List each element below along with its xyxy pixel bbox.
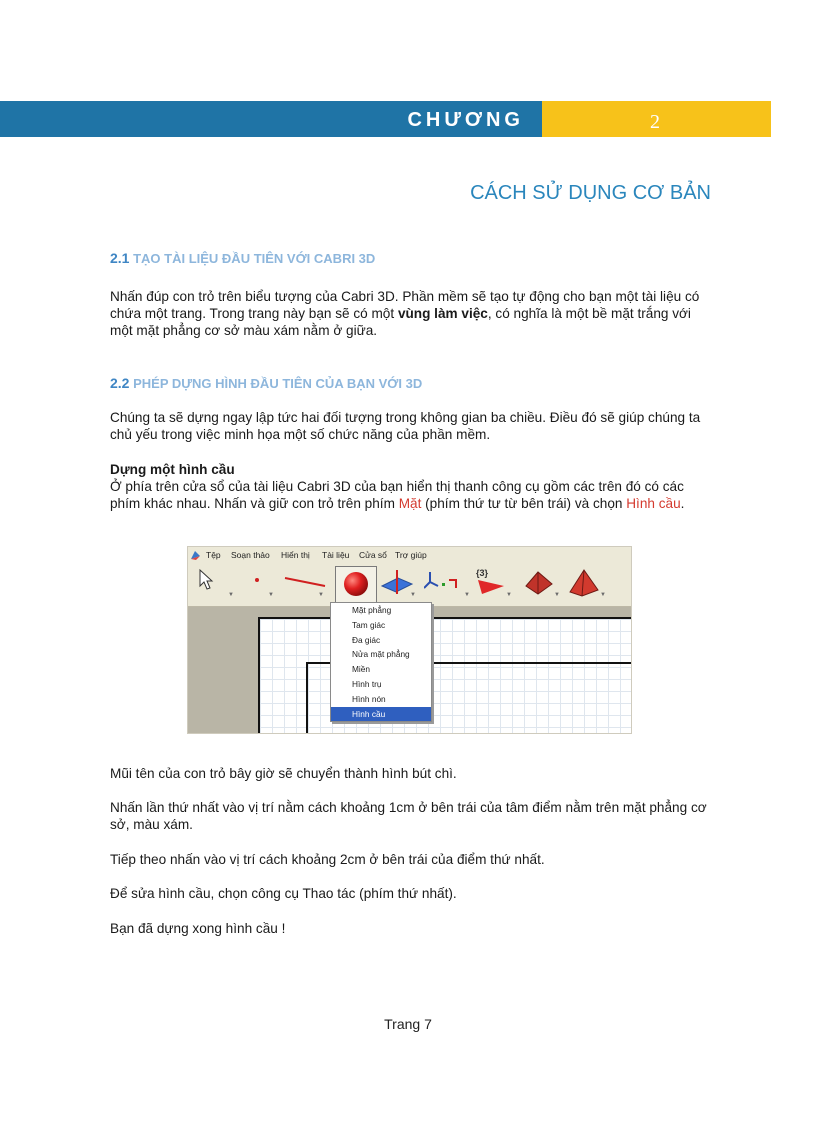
- toolbar-label: {3}: [476, 568, 489, 578]
- axes-vector-icon: [424, 568, 464, 596]
- popup-item-half-plane[interactable]: Nửa mặt phẳng: [352, 649, 410, 660]
- workspace-canvas[interactable]: [258, 617, 632, 734]
- subheading: Dựng một hình cầu: [110, 462, 235, 477]
- paragraph: Bạn đã dựng xong hình cầu !: [110, 921, 286, 936]
- perpendicular-tool-button[interactable]: [380, 568, 414, 602]
- dropdown-arrow-icon[interactable]: ▼: [318, 592, 324, 598]
- point-icon: [250, 568, 264, 592]
- dropdown-arrow-icon[interactable]: ▼: [506, 592, 512, 598]
- cabri-app-icon: [190, 550, 201, 561]
- tetrahedron-icon: [568, 568, 602, 598]
- paragraph: Chúng ta sẽ dựng ngay lập tức hai đối tượng trong không gian ba chiều. Điều đó sẽ giúp chúng ta chủ yếu trong việc minh họa một số chức năng của phần mềm.: [110, 410, 701, 442]
- sphere-icon: [336, 567, 376, 601]
- chapter-title: CÁCH SỬ DỤNG CƠ BẢN: [470, 182, 711, 204]
- red-term-mat: Mặt: [398, 496, 422, 511]
- cabri-screenshot: [187, 546, 632, 734]
- dropdown-arrow-icon[interactable]: ▼: [228, 592, 234, 598]
- dropdown-arrow-icon[interactable]: ▼: [268, 592, 274, 598]
- measure-tool-button[interactable]: [476, 568, 506, 602]
- section-title: PHÉP DỰNG HÌNH ĐẦU TIÊN CỦA BẠN VỚI 3D: [133, 376, 423, 391]
- menu-file[interactable]: Tệp: [206, 550, 221, 560]
- popup-item-cylinder[interactable]: Hình trụ: [352, 678, 382, 689]
- dropdown-arrow-icon[interactable]: ▼: [600, 592, 606, 598]
- section-heading-2-2: [110, 375, 422, 391]
- menu-window[interactable]: Cửa sổ: [359, 550, 387, 560]
- chapter-number-box: [542, 101, 771, 137]
- section-title: TẠO TÀI LIỆU ĐẦU TIÊN VỚI CABRI 3D: [133, 251, 376, 266]
- red-term-hinh-cau: Hình cầu: [626, 496, 681, 511]
- surface-tool-menu: [330, 602, 432, 722]
- pyramid-tool-button[interactable]: [522, 568, 556, 602]
- paragraph: Nhấn đúp con trỏ trên biểu tượng của Cabri 3D. Phần mềm sẽ tạo tự động cho bạn một tài liệu có chứa một trang. Trong trang này bạn sẽ có một vùng làm việc, có nghĩa là một bề mặt trắng với một mặt phẳng cơ sở màu xám nằm ở giữa.: [110, 289, 700, 338]
- menu-bar: [188, 547, 631, 564]
- dropdown-arrow-icon[interactable]: ▼: [410, 592, 416, 598]
- bold-term: vùng làm việc: [397, 306, 488, 321]
- paragraph: Nhấn lần thứ nhất vào vị trí nằm cách khoảng 1cm ở bên trái của tâm điểm nằm trên mặt phẳng cơ sở, màu xám.: [110, 800, 707, 832]
- base-plane-edge: [306, 662, 308, 733]
- popup-item-sphere[interactable]: Hình cầu: [331, 707, 431, 722]
- toolbar: [188, 564, 631, 607]
- dropdown-arrow-icon[interactable]: ▼: [464, 592, 470, 598]
- section-number: 2.1: [110, 250, 130, 266]
- popup-item-triangle[interactable]: Tam giác: [352, 619, 386, 630]
- page-number: Trang 7: [384, 1016, 432, 1032]
- popup-item-polygon[interactable]: Đa giác: [352, 634, 381, 645]
- surface-tool-button[interactable]: [335, 566, 377, 604]
- dropdown-arrow-icon[interactable]: ▼: [554, 592, 560, 598]
- arrow-cursor-icon: [198, 568, 216, 592]
- paragraph: Mũi tên của con trỏ bây giờ sẽ chuyển thành hình bút chì.: [110, 766, 457, 781]
- pointer-tool-button[interactable]: [198, 568, 216, 602]
- paragraph: Tiếp theo nhấn vào vị trí cách khoảng 2cm ở bên trái của điểm thứ nhất.: [110, 852, 545, 867]
- transform-tool-button[interactable]: [424, 568, 464, 602]
- polyhedron-tool-button[interactable]: [568, 568, 602, 602]
- menu-edit[interactable]: Soạn thảo: [231, 550, 270, 560]
- section-heading-2-1: [110, 250, 375, 266]
- point-tool-button[interactable]: [250, 568, 264, 602]
- menu-document[interactable]: Tài liệu: [322, 550, 350, 560]
- popup-item-cone[interactable]: Hình nón: [352, 693, 386, 704]
- menu-view[interactable]: Hiển thị: [281, 550, 310, 560]
- paragraph: Để sửa hình cầu, chọn công cụ Thao tác (phím thứ nhất).: [110, 886, 457, 901]
- section-number: 2.2: [110, 375, 130, 391]
- plane-perpendicular-icon: [380, 568, 414, 596]
- chapter-number: 2: [650, 111, 660, 133]
- menu-help[interactable]: Trợ giúp: [395, 550, 427, 560]
- chapter-banner: [0, 101, 542, 137]
- paragraph: Ở phía trên cửa sổ của tài liệu Cabri 3D của bạn hiển thị thanh công cụ gồm các trên đó có các phím khác nhau. Nhấn và giữ con trỏ trên phím Mặt (phím thứ tư từ bên trái) và chọn Hình cầu.: [110, 479, 685, 511]
- chapter-label: CHƯƠNG: [407, 109, 524, 131]
- popup-item-region[interactable]: Miền: [352, 664, 370, 675]
- popup-item-plane[interactable]: Mặt phẳng: [352, 605, 392, 615]
- line-icon: [283, 568, 327, 592]
- pyramid-icon: [522, 568, 556, 598]
